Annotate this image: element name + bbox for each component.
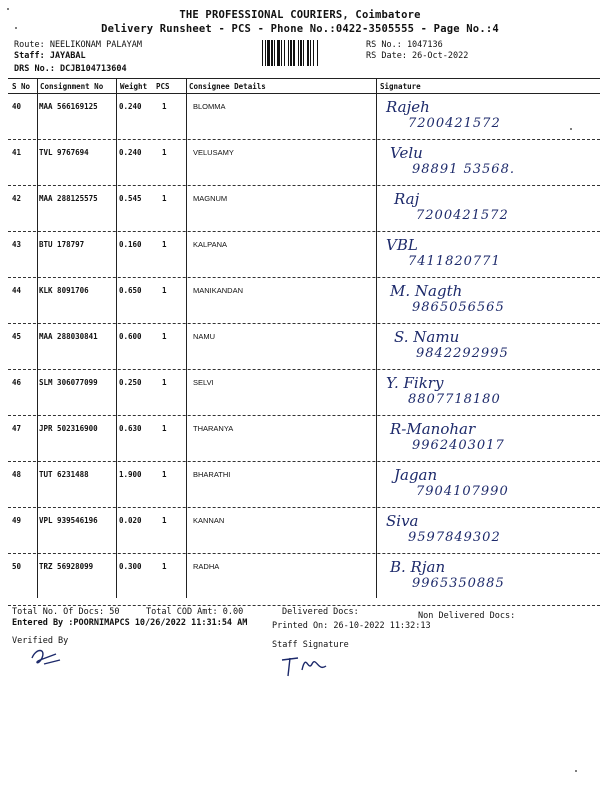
row-weight: 0.020 <box>119 516 142 525</box>
row-consignee: NAMU <box>193 332 216 341</box>
row-weight: 0.300 <box>119 562 142 571</box>
row-consignment-no: MAA 288125575 <box>39 194 98 203</box>
row-sno: 43 <box>12 240 22 249</box>
rs-date: RS Date: 26-Oct-2022 <box>366 51 469 61</box>
row-divider <box>8 415 600 416</box>
entered-by: Entered By :POORNIMAPCS 10/26/2022 11:31:54 AM <box>12 618 248 628</box>
row-weight: 0.160 <box>119 240 142 249</box>
barcode-image <box>262 40 358 66</box>
row-pcs: 1 <box>162 332 167 341</box>
staff-signature-label: Staff Signature <box>272 640 349 650</box>
signature-name: Y. Fikry <box>386 374 444 392</box>
row-divider <box>8 323 600 324</box>
row-divider <box>8 139 600 140</box>
staff-signature-mark <box>278 650 332 680</box>
header-weight: Weight <box>120 82 148 91</box>
row-pcs: 1 <box>162 424 167 433</box>
row-weight: 0.240 <box>119 148 142 157</box>
table-top-border <box>8 78 600 79</box>
row-consignee: SELVI <box>193 378 214 387</box>
row-consignee: BLOMMA <box>193 102 226 111</box>
delivered-docs: Delivered Docs: <box>282 607 359 617</box>
row-consignee: RADHA <box>193 562 220 571</box>
row-signature <box>386 511 501 545</box>
verified-by-label: Verified By <box>12 636 69 646</box>
runsheet-subtitle: Delivery Runsheet - PCS - Phone No.:0422-3505555 - Page No.:4 <box>101 23 499 35</box>
total-docs: Total No. Of Docs: 50 <box>12 607 120 617</box>
verified-by-signature <box>26 644 66 670</box>
signature-phone: 8807718180 <box>408 392 501 407</box>
column-divider <box>186 78 187 598</box>
row-signature <box>394 327 509 361</box>
document-title: THE PROFESSIONAL COURIERS, Coimbatore <box>179 9 421 21</box>
signature-phone: 7200421572 <box>416 208 509 223</box>
row-signature <box>386 97 501 131</box>
row-signature <box>390 419 505 453</box>
row-weight: 0.250 <box>119 378 142 387</box>
row-pcs: 1 <box>162 286 167 295</box>
header-consignee: Consignee Details <box>189 82 266 91</box>
row-pcs: 1 <box>162 470 167 479</box>
row-consignment-no: SLM 306077099 <box>39 378 98 387</box>
header-signature: Signature <box>380 82 421 91</box>
signature-name: M. Nagth <box>390 282 463 300</box>
row-consignment-no: TRZ 56928099 <box>39 562 94 571</box>
row-divider <box>8 277 600 278</box>
row-weight: 1.900 <box>119 470 142 479</box>
signature-name: B. Rjan <box>390 558 446 576</box>
route-label: Route: NEELIKONAM PALAYAM <box>14 40 142 50</box>
column-divider <box>37 78 38 598</box>
row-divider <box>8 185 600 186</box>
row-consignment-no: TVL 9767694 <box>39 148 89 157</box>
row-sno: 40 <box>12 102 22 111</box>
header-consignment: Consignment No <box>40 82 104 91</box>
table-bottom-border <box>8 605 600 606</box>
signature-phone: 7904107990 <box>416 484 509 499</box>
row-pcs: 1 <box>162 562 167 571</box>
signature-phone: 7411820771 <box>408 254 501 269</box>
non-delivered-docs: Non Delivered Docs: <box>418 611 516 621</box>
row-consignee: VELUSAMY <box>193 148 234 157</box>
row-weight: 0.630 <box>119 424 142 433</box>
row-divider <box>8 461 600 462</box>
row-sno: 42 <box>12 194 22 203</box>
row-consignment-no: TUT 6231488 <box>39 470 89 479</box>
signature-name: Jagan <box>394 466 438 484</box>
row-signature <box>394 465 509 499</box>
row-sno: 45 <box>12 332 22 341</box>
signature-name: Raj <box>394 190 420 208</box>
row-pcs: 1 <box>162 240 167 249</box>
signature-phone: 9865056565 <box>412 300 505 315</box>
row-pcs: 1 <box>162 194 167 203</box>
row-signature <box>386 235 501 269</box>
row-consignment-no: JPR 502316900 <box>39 424 98 433</box>
row-sno: 49 <box>12 516 22 525</box>
staff-label: Staff: JAYABAL <box>14 51 86 61</box>
signature-phone: 9962403017 <box>412 438 505 453</box>
row-pcs: 1 <box>162 148 167 157</box>
signature-name: S. Namu <box>394 328 460 346</box>
row-consignment-no: KLK 8091706 <box>39 286 89 295</box>
row-pcs: 1 <box>162 516 167 525</box>
header-pcs: PCS <box>156 82 170 91</box>
table-header-border <box>8 93 600 94</box>
row-weight: 0.545 <box>119 194 142 203</box>
row-weight: 0.240 <box>119 102 142 111</box>
row-sno: 47 <box>12 424 22 433</box>
row-divider <box>8 507 600 508</box>
signature-name: R-Manohar <box>390 420 476 438</box>
row-consignee: THARANYA <box>193 424 234 433</box>
row-sno: 46 <box>12 378 22 387</box>
row-signature <box>394 189 509 223</box>
row-consignment-no: VPL 939546196 <box>39 516 98 525</box>
row-divider <box>8 553 600 554</box>
rs-number: RS No.: 1047136 <box>366 40 443 50</box>
column-divider <box>116 78 117 598</box>
row-pcs: 1 <box>162 102 167 111</box>
signature-name: VBL <box>386 236 418 254</box>
signature-phone: 7200421572 <box>408 116 501 131</box>
row-signature <box>390 557 505 591</box>
row-consignment-no: MAA 288030841 <box>39 332 98 341</box>
row-sno: 41 <box>12 148 22 157</box>
row-pcs: 1 <box>162 378 167 387</box>
header-sno: S No <box>12 82 31 91</box>
row-consignee: BHARATHI <box>193 470 231 479</box>
column-divider <box>376 78 377 598</box>
signature-phone: 9965350885 <box>412 576 505 591</box>
row-consignee: KALPANA <box>193 240 228 249</box>
signature-name: Rajeh <box>386 98 430 116</box>
row-signature <box>386 373 501 407</box>
row-signature <box>390 281 505 315</box>
total-cod: Total COD Amt: 0.00 <box>146 607 244 617</box>
row-sno: 48 <box>12 470 22 479</box>
row-sno: 50 <box>12 562 22 571</box>
row-consignment-no: MAA 566169125 <box>39 102 98 111</box>
drs-number: DRS No.: DCJB104713604 <box>14 64 127 74</box>
row-divider <box>8 231 600 232</box>
printed-on: Printed On: 26-10-2022 11:32:13 <box>272 621 431 631</box>
row-consignee: MANIKANDAN <box>193 286 244 295</box>
row-weight: 0.650 <box>119 286 142 295</box>
row-signature <box>390 143 515 177</box>
row-consignee: MAGNUM <box>193 194 228 203</box>
row-consignment-no: BTU 178797 <box>39 240 85 249</box>
signature-phone: 9842292995 <box>416 346 509 361</box>
signature-phone: 98891 53568. <box>412 162 515 177</box>
row-sno: 44 <box>12 286 22 295</box>
signature-phone: 9597849302 <box>408 530 501 545</box>
row-weight: 0.600 <box>119 332 142 341</box>
row-divider <box>8 369 600 370</box>
row-consignee: KANNAN <box>193 516 225 525</box>
signature-name: Siva <box>386 512 419 530</box>
signature-name: Velu <box>390 144 423 162</box>
